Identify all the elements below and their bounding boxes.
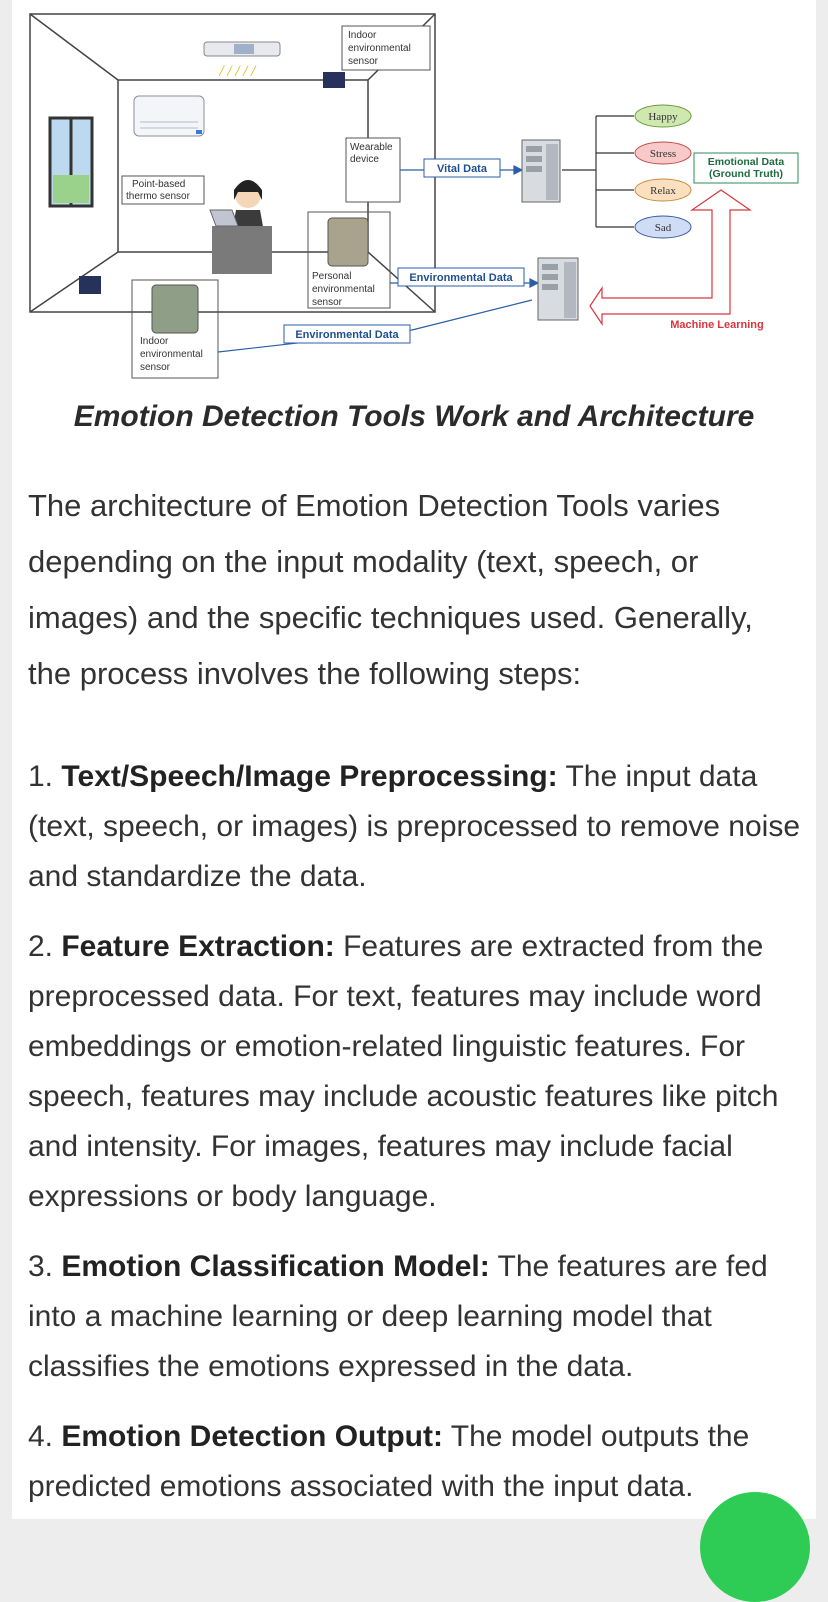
step-title: Emotion Detection Output: — [61, 1420, 443, 1453]
label-environmental-data-2 — [284, 325, 410, 343]
svg-text:Vital Data: Vital Data — [437, 163, 487, 175]
label-wearable-device — [346, 138, 400, 202]
emotion-nodes — [635, 105, 691, 238]
emotion-label: Stress — [649, 148, 677, 160]
step-number: 1. — [28, 760, 62, 793]
step-item — [28, 922, 803, 1222]
label-indoor-sensor-bottom — [132, 280, 218, 378]
architecture-diagram — [12, 0, 816, 390]
step-item — [28, 752, 803, 902]
step-text: Features are extracted from the preprocessed data. For text, features may include word embeddings or emotion-related linguistic features. For speech, features may include acoustic features like pitch and intensity. For images, features may include facial expressions or body language. — [28, 930, 779, 1213]
svg-text:Indoorenvironmentalsensor: Indoor environmental sensor — [140, 336, 203, 373]
step-text: The features are fed into a machine learning or deep learning model that classifies the emotions expressed in the data. — [28, 1250, 768, 1383]
label-personal-sensor — [308, 212, 390, 308]
server-icon — [538, 258, 578, 320]
emotion-label: Sad — [654, 222, 672, 234]
svg-text:Personalenvironmentalsensor: Personal environmental sensor — [312, 271, 375, 308]
emotion-label: Relax — [650, 185, 676, 197]
svg-text:Wearabledevice: Wearable device — [350, 142, 393, 165]
step-text: The input data (text, speech, or images) is preprocessed to remove noise and standardize the data. — [28, 760, 801, 893]
step-number: 2. — [28, 930, 62, 963]
air-conditioner-icon — [134, 96, 204, 136]
svg-text:╱ ╱ ╱ ╱ ╱: ╱ ╱ ╱ ╱ ╱ — [219, 66, 257, 76]
step-text: The model outputs the predicted emotions associated with the input data. — [28, 1420, 750, 1503]
svg-text:Environmental Data: Environmental Data — [295, 329, 399, 341]
label-vital-data — [424, 159, 500, 177]
intro-paragraph: The architecture of Emotion Detection Tools varies depending on the input modality (text, speech, or images) and the specific techniques used. Generally, the process involves the following steps: — [28, 488, 753, 691]
step-title: Text/Speech/Image Preprocessing: — [61, 760, 558, 793]
emotion-node-sad — [635, 216, 691, 238]
article-page — [12, 0, 816, 1519]
svg-text:Point-basedthermo sensor: Point-based thermo sensor — [126, 179, 190, 202]
server-icon — [522, 140, 560, 202]
label-environmental-data-1 — [398, 268, 524, 286]
emotion-node-stress — [635, 142, 691, 164]
step-title: Feature Extraction: — [61, 930, 335, 963]
label-indoor-sensor-top — [342, 26, 430, 70]
machine-learning-arrow — [590, 190, 750, 324]
step-title: Emotion Classification Model: — [61, 1250, 490, 1283]
window-icon — [50, 118, 92, 206]
emotion-label: Happy — [648, 111, 678, 123]
floating-action-button[interactable] — [700, 1492, 810, 1602]
emotion-node-happy — [635, 105, 691, 127]
svg-text:Emotional Data(Ground Truth): Emotional Data (Ground Truth) — [707, 156, 785, 180]
svg-text:Environmental Data: Environmental Data — [409, 272, 513, 284]
step-number: 3. — [28, 1250, 62, 1283]
person-at-desk-icon — [210, 180, 272, 274]
sensor-chip-icon — [79, 276, 101, 294]
label-machine-learning: Machine Learning — [670, 319, 764, 331]
label-emotional-data — [694, 153, 798, 183]
step-item — [28, 1242, 803, 1392]
emotion-node-relax — [635, 179, 691, 201]
step-item — [28, 1412, 803, 1512]
figure-caption: Emotion Detection Tools Work and Architecture — [73, 400, 755, 433]
emotion-tree-lines — [562, 116, 634, 227]
label-point-based-sensor — [122, 176, 204, 204]
sensor-chip-icon — [323, 72, 345, 88]
svg-text:Indoorenvironmentalsensor: Indoor environmental sensor — [348, 30, 411, 67]
ceiling-light-icon — [204, 42, 280, 77]
step-number: 4. — [28, 1420, 62, 1453]
